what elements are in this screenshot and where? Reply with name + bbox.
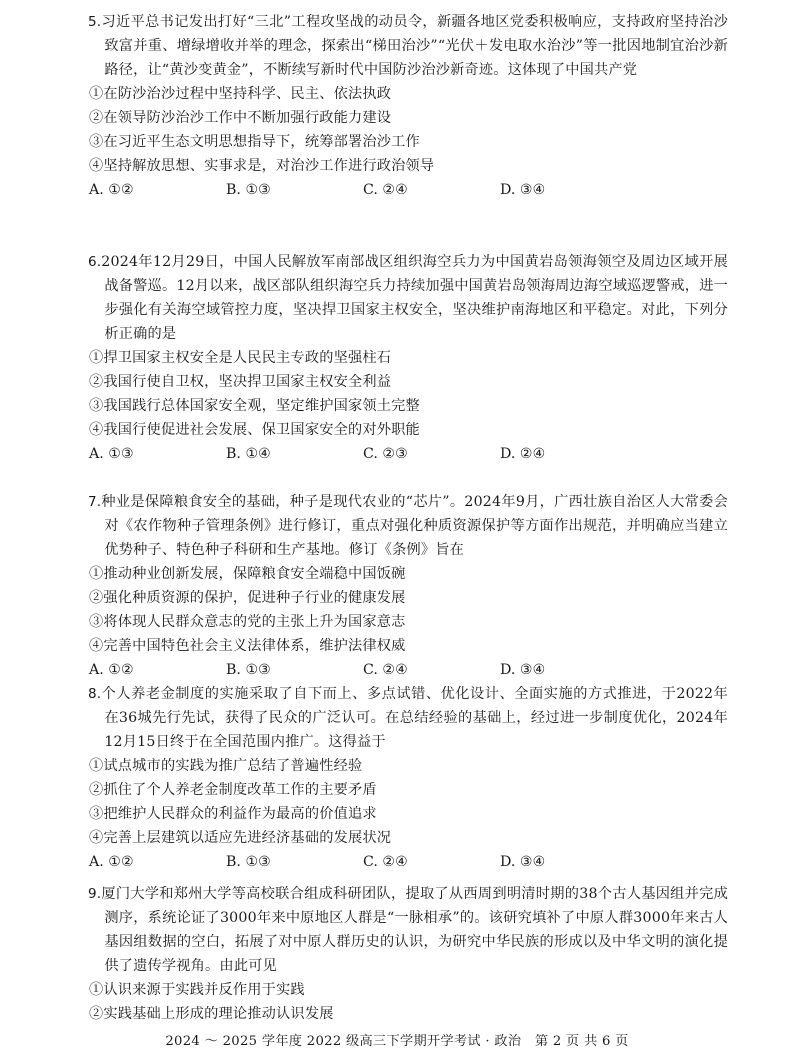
- option-2: ②强化种质资源的保护，促进种子行业的健康发展: [89, 590, 406, 606]
- choice-d: D. ③④: [500, 662, 546, 678]
- choice-a: A. ①②: [89, 182, 134, 198]
- choice-c: C. ②③: [363, 446, 408, 462]
- question-9: [88, 882, 728, 1026]
- question-stem: [88, 682, 728, 754]
- option-3: ③将体现人民群众意志的党的主张上升为国家意志: [89, 614, 406, 630]
- choice-b: B. ①③: [226, 182, 271, 198]
- question-text: 个人养老金制度的实施采取了自下而上、多点试错、优化设计、全面实施的方式推进，于2022年在36城先行先试，获得了民众的广泛认可。在总结经验的基础上，经过进一步制度优化，2024年12月15日终于在全国范围内推广。这得益于: [101, 686, 728, 750]
- option-list: [88, 754, 728, 850]
- option-2: ②实践基础上形成的理论推动认识发展: [89, 1006, 334, 1022]
- option-2: ②我国行使自卫权，坚决捍卫国家主权安全利益: [89, 374, 392, 390]
- choice-b: B. ①④: [226, 446, 271, 462]
- option-4: ④坚持解放思想、实事求是，对治沙工作进行政治领导: [89, 158, 435, 174]
- choice-a: A. ①③: [89, 446, 134, 462]
- option-2: ②抓住了个人养老金制度改革工作的主要矛盾: [89, 782, 377, 798]
- option-1: ①在防沙治沙过程中坚持科学、民主、依法执政: [89, 86, 392, 102]
- option-1: ①推动种业创新发展，保障粮食安全端稳中国饭碗: [89, 566, 406, 582]
- option-1: ①认识来源于实践并反作用于实践: [89, 982, 305, 998]
- question-text: 种业是保障粮食安全的基础，种子是现代农业的“芯片”。2024年9月，广西壮族自治区人大常委会对《农作物种子管理条例》进行修订，重点对强化种质资源保护等方面作出规范，并明确应当建立优势种子、特色种子科研和生产基地。修订《条例》旨在: [101, 494, 728, 558]
- option-list: [88, 562, 728, 658]
- question-number: 7.: [88, 494, 102, 510]
- option-list: [88, 978, 728, 1026]
- option-4: ④我国行使促进社会发展、保卫国家安全的对外职能: [89, 422, 420, 438]
- option-4: ④完善上层建筑以适应先进经济基础的发展状况: [89, 830, 392, 846]
- question-text: 厦门大学和郑州大学等高校联合组成科研团队，提取了从西周到明清时期的38个古人基因组并完成测序，系统论证了3000年来中原地区人群是“一脉相承”的。该研究填补了中原人群3000年来古人基因组数据的空白，拓展了对中原人群历史的认识，为研究中华民族的形成以及中华文明的演化提供了遗传学视角。由此可见: [101, 886, 728, 974]
- answer-choices: [88, 658, 728, 682]
- option-4: ④完善中国特色社会主义法律体系，维护法律权威: [89, 638, 406, 654]
- option-3: ③我国践行总体国家安全观，坚定维护国家领土完整: [89, 398, 420, 414]
- question-number: 5.: [88, 14, 102, 30]
- question-number: 6.: [88, 254, 102, 270]
- choice-d: D. ③④: [500, 182, 546, 198]
- choice-c: C. ②④: [363, 662, 408, 678]
- option-list: [88, 346, 728, 442]
- question-7: [88, 490, 728, 682]
- option-3: ③在习近平生态文明思想指导下，统筹部署治沙工作: [89, 134, 420, 150]
- answer-choices: [88, 442, 728, 466]
- choice-c: C. ②④: [363, 182, 408, 198]
- option-1: ①捍卫国家主权安全是人民民主专政的坚强柱石: [89, 350, 392, 366]
- question-8: [88, 682, 728, 874]
- question-stem: [88, 490, 728, 562]
- question-number: 9.: [88, 886, 102, 902]
- choice-b: B. ①③: [226, 854, 271, 870]
- option-2: ②在领导防沙治沙工作中不断加强行政能力建设: [89, 110, 392, 126]
- answer-choices: [88, 850, 728, 874]
- question-number: 8.: [88, 686, 102, 702]
- choice-a: A. ①②: [89, 854, 134, 870]
- question-stem: [88, 882, 728, 978]
- question-stem: [88, 10, 728, 82]
- option-3: ③把维护人民群众的利益作为最高的价值追求: [89, 806, 377, 822]
- question-5: [88, 10, 728, 202]
- question-stem: [88, 250, 728, 346]
- page-footer: 2024 ～ 2025 学年度 2022 级高三下学期开学考试 · 政治 第 2 页 共 6 页: [165, 1034, 629, 1049]
- choice-b: B. ①③: [226, 662, 271, 678]
- choice-d: D. ②④: [500, 446, 546, 462]
- choice-c: C. ②④: [363, 854, 408, 870]
- option-list: [88, 82, 728, 178]
- choice-a: A. ①②: [89, 662, 134, 678]
- question-text: 习近平总书记发出打好“三北”工程攻坚战的动员令，新疆各地区党委积极响应，支持政府坚持治沙致富并重、增绿增收并举的理念，探索出“梯田治沙”“光伏＋发电取水治沙”等一批因地制宜治沙新路径，让“黄沙变黄金”，不断续写新时代中国防沙治沙新奇迹。这体现了中国共产党: [101, 14, 728, 78]
- question-text: 2024年12月29日，中国人民解放军南部战区组织海空兵力为中国黄岩岛领海领空及周边区域开展战备警巡。12月以来，战区部队组织海空兵力持续加强中国黄岩岛领海周边海空域巡逻警戒，进一步强化有关海空域管控力度，坚决捍卫国家主权安全，坚决维护南海地区和平稳定。对此，下列分析正确的是: [101, 254, 728, 342]
- choice-d: D. ③④: [500, 854, 546, 870]
- option-1: ①试点城市的实践为推广总结了普遍性经验: [89, 758, 363, 774]
- answer-choices: [88, 178, 728, 202]
- question-6: [88, 250, 728, 466]
